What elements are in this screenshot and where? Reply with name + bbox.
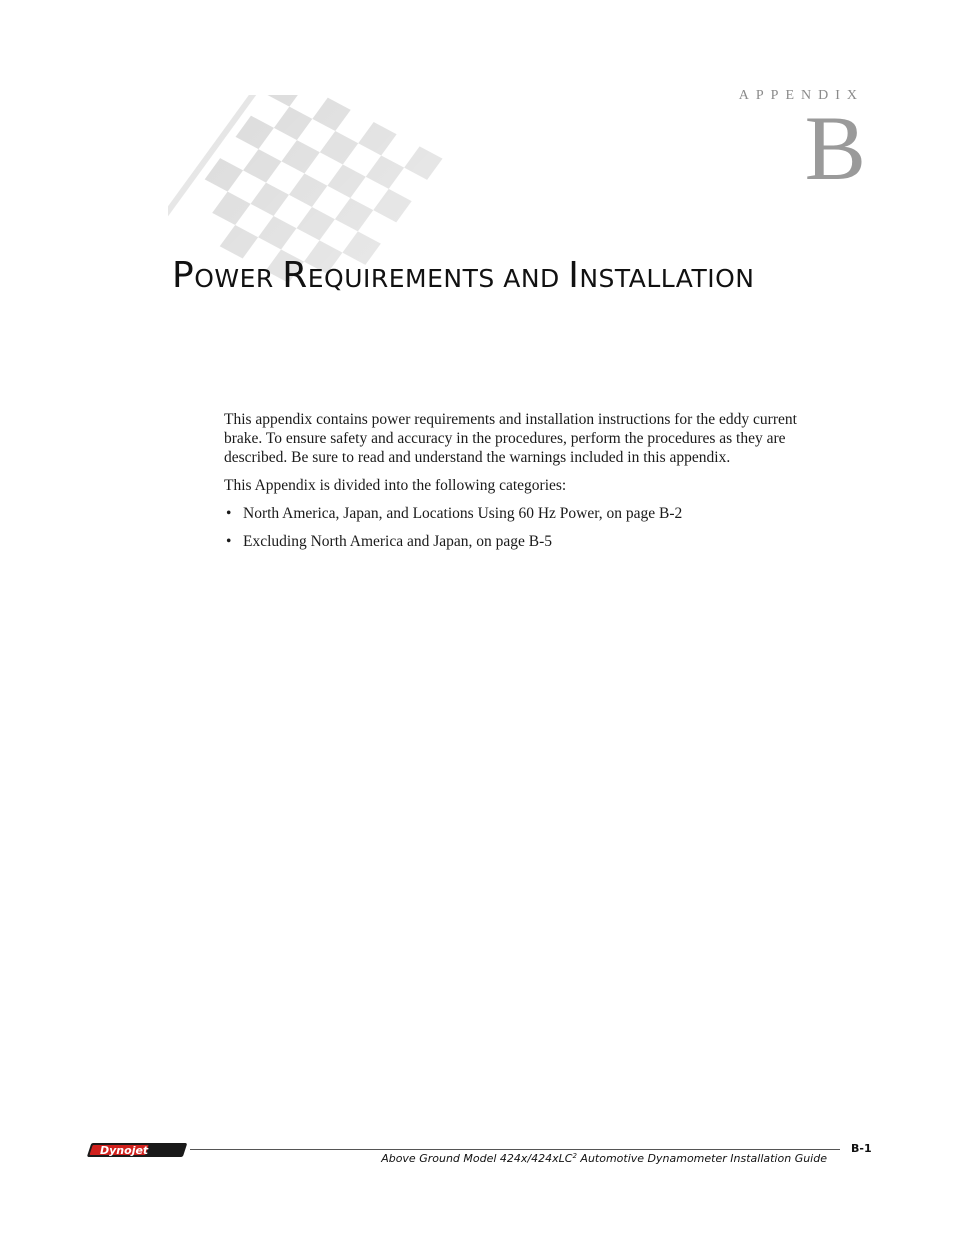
checkered-flag-graphic <box>168 95 448 385</box>
appendix-letter: B <box>804 97 866 199</box>
appendix-label-text: appendix <box>738 82 864 104</box>
guide-title-superscript: 2 <box>572 1152 577 1160</box>
categories-intro: This Appendix is divided into the following categories: <box>224 477 567 494</box>
category-link-60hz[interactable]: North America, Japan, and Locations Using 60 Hz Power, on page B-2 <box>243 505 683 522</box>
category-list <box>224 504 824 551</box>
title-initial-p: P <box>172 255 195 296</box>
category-link-excluding[interactable]: Excluding North America and Japan, on page B-5 <box>243 533 553 550</box>
footer-guide-title <box>381 1152 827 1165</box>
dynojet-logo <box>86 1141 190 1159</box>
category-item <box>224 532 824 551</box>
logo-wordmark: Dynojet <box>100 1144 149 1157</box>
body-text <box>224 410 824 560</box>
title-part-nstallation: NSTALLATION <box>579 264 755 293</box>
chapter-title <box>172 255 892 296</box>
title-initial-r: R <box>282 255 308 296</box>
title-part-ower: OWER <box>194 264 283 293</box>
guide-title-prefix: Above Ground Model 424x/424xLC <box>381 1152 573 1165</box>
page-number: B-1 <box>851 1142 872 1155</box>
category-item <box>224 504 824 523</box>
guide-title-suffix: Automotive Dynamometer Installation Guide <box>576 1152 827 1165</box>
title-part-equirements: EQUIREMENTS AND <box>307 264 569 293</box>
intro-paragraph: This appendix contains power requirements and installation instructions for the eddy current brake. To ensure safety and accuracy in the procedures, perform the procedures as they are described. Be sure to read and understand the warnings included in this appendix. <box>224 411 797 466</box>
title-initial-i: I <box>568 255 580 296</box>
footer-rule <box>190 1149 840 1150</box>
